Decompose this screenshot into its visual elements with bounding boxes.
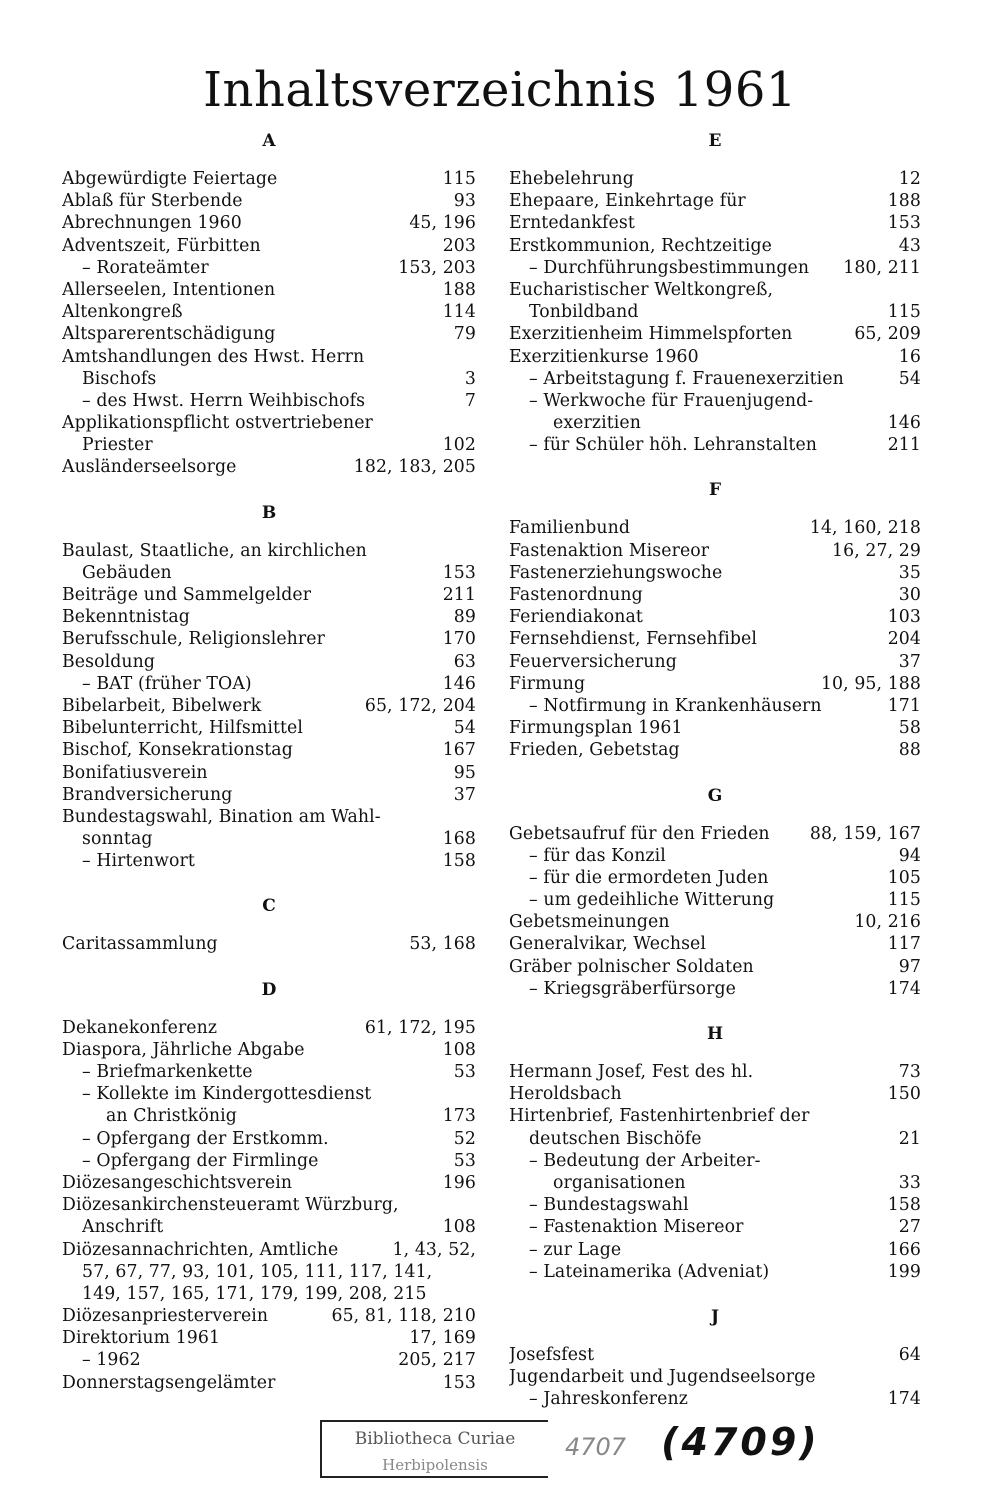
index-entry [509,190,921,212]
entry-text: Diözesannachrichten, Amtliche [62,1239,339,1260]
entry-pages: 63 [453,651,476,672]
section-letter: C [262,896,276,917]
entry-pages: 54 [898,368,921,389]
entry-pages: 103 [887,607,921,628]
entry-pages: 16, 27, 29 [832,540,921,561]
entry-pages: 97 [898,956,921,977]
index-entry [62,1128,476,1150]
entry-text: Bischofs [82,368,157,389]
index-entry [509,845,921,867]
index-entry [509,1150,921,1172]
entry-text: Bischof, Konsekrationstag [62,740,293,761]
index-entry [509,1239,921,1261]
entry-pages: 35 [898,562,921,583]
stamp-line-1: Bibliotheca Curiae [354,1429,516,1449]
entry-text: – Kriegsgräberfürsorge [529,978,736,999]
entry-pages: 211 [887,435,921,456]
entry-text: Abrechnungen 1960 [62,213,242,234]
index-entry [62,1194,476,1216]
entry-text: – Jahreskonferenz [529,1389,688,1410]
entry-pages: 108 [442,1217,476,1238]
entry-text: Hirtenbrief, Fastenhirtenbrief der [509,1106,810,1127]
entry-text: Diözesanpriesterverein [62,1306,269,1327]
entry-text: Ausländerseelsorge [62,457,237,478]
entry-text: Hermann Josef, Fest des hl. [509,1062,754,1082]
index-entry [62,1150,476,1172]
index-entry [62,257,476,279]
entry-text: 149, 157, 165, 171, 179, 199, 208, 215 [82,1283,427,1304]
index-entry [62,1172,476,1194]
index-section-f [509,479,921,761]
entry-text: Allerseelen, Intentionen [62,279,276,300]
entry-text: – Arbeitstagung f. Frauenexerzitien [529,368,844,389]
entry-list [509,823,921,1001]
entry-text: Gräber polnischer Soldaten [509,956,754,977]
entry-list [62,933,476,955]
handwritten-shelfmark [565,1420,820,1464]
index-entry [509,212,921,234]
entry-text: Anschrift [82,1217,164,1238]
entry-pages: 53 [453,1062,476,1082]
index-entry [62,1061,476,1083]
index-entry [509,606,921,628]
entry-text: Jugendarbeit und Jugendseelsorge [509,1367,816,1388]
entry-pages: 7 [464,390,476,411]
entry-text: – um gedeihliche Witterung [529,890,775,911]
entry-text: Abgewürdigte Feiertage [62,169,278,189]
entry-text: an Christkönig [106,1106,237,1127]
index-entry [509,1366,921,1388]
entry-text: Amtshandlungen des Hwst. Herrn [62,346,365,367]
entry-text: – Bedeutung der Arbeiter- [529,1150,761,1171]
entry-pages: 180, 211 [843,257,921,278]
index-entry [509,1061,921,1083]
entry-text: deutschen Bischöfe [529,1128,702,1149]
index-entry [509,673,921,695]
entry-text: – 1962 [82,1350,141,1371]
entry-text: – Briefmarkenkette [82,1062,253,1082]
entry-text: Beiträge und Sammelgelder [62,585,312,605]
entry-pages: 65, 209 [854,324,921,345]
entry-pages: 53, 168 [409,934,476,955]
index-entry [509,823,921,845]
index-entry [509,956,921,978]
index-entry [509,1216,921,1238]
entry-pages: 105 [887,867,921,888]
index-entry [62,606,476,628]
entry-text: Fastenordnung [509,585,643,605]
entry-pages: 88 [898,740,921,761]
index-entry [62,762,476,784]
index-entry [509,540,921,562]
entry-text: Bibelunterricht, Hilfsmittel [62,718,304,739]
index-entry [509,434,921,456]
entry-pages: 146 [442,673,476,694]
entry-text: Firmungsplan 1961 [509,718,683,739]
index-entry [62,323,476,345]
entry-text: – Durchführungsbestimmungen [529,257,810,278]
section-letter: G [707,785,723,806]
index-entry [509,412,921,434]
index-entry [62,1105,476,1127]
entry-pages: 188 [442,279,476,300]
entry-text: Applikationspflicht ostvertriebener [62,413,373,434]
entry-pages: 37 [453,784,476,805]
index-entry [62,584,476,606]
index-entry [509,301,921,323]
entry-text: – Kollekte im Kindergottesdienst [82,1084,372,1105]
index-entry [62,673,476,695]
entry-pages: 114 [442,302,476,323]
entry-list [62,1017,476,1394]
stamp-line-2: Herbipolensis [382,1456,488,1474]
entry-pages: 173 [442,1106,476,1127]
entry-text: exerzitien [553,413,641,434]
index-entry [509,1128,921,1150]
entry-text: Caritassammlung [62,934,218,955]
entry-text: Adventszeit, Fürbitten [62,235,261,256]
entry-list [509,168,921,456]
entry-pages: 16 [898,346,921,367]
page-title: Inhaltsverzeichnis 1961 [203,62,797,119]
index-section-d [62,979,476,1394]
entry-list [509,1344,921,1411]
index-section-g [509,785,921,1001]
entry-pages: 53 [453,1150,476,1171]
index-section-e [509,130,921,456]
entry-text: – Lateinamerika (Adveniat) [529,1261,770,1282]
entry-text: Erstkommunion, Rechtzeitige [509,235,772,256]
entry-text: – zur Lage [529,1239,622,1260]
index-entry [62,1239,476,1261]
entry-pages: 150 [887,1084,921,1105]
index-section-h [509,1023,921,1283]
entry-text: Erntedankfest [509,213,635,234]
entry-pages: 14, 160, 218 [809,518,921,539]
entry-pages: 174 [887,1389,921,1410]
index-entry [509,695,921,717]
entry-pages: 158 [887,1195,921,1216]
index-entry [509,257,921,279]
entry-pages: 3 [464,368,476,389]
entry-text: Diözesankirchensteueramt Würzburg, [62,1195,399,1216]
index-entry [62,1017,476,1039]
entry-text: – Bundestagswahl [529,1195,689,1216]
index-entry [62,1349,476,1371]
entry-pages: 146 [887,413,921,434]
index-entry [62,1283,476,1305]
entry-pages: 65, 172, 204 [364,695,476,716]
entry-pages: 108 [442,1039,476,1060]
entry-pages: 43 [898,235,921,256]
entry-pages: 174 [887,978,921,999]
entry-text: Bonifatiusverein [62,762,208,783]
entry-pages: 188 [887,191,921,212]
index-entry [62,651,476,673]
index-entry [509,911,921,933]
index-entry [62,628,476,650]
index-entry [62,850,476,872]
index-section-b [62,502,476,873]
index-entry [62,717,476,739]
section-letter: A [262,131,276,151]
index-entry [509,323,921,345]
entry-pages: 65, 81, 118, 210 [331,1306,476,1327]
entry-list [62,540,476,873]
entry-pages: 117 [887,934,921,955]
index-entry [62,739,476,761]
index-entry [62,540,476,562]
index-entry [509,390,921,412]
entry-pages: 33 [898,1172,921,1193]
entry-pages: 37 [898,651,921,672]
index-entry [62,168,476,190]
entry-pages: 12 [898,169,921,189]
entry-text: – des Hwst. Herrn Weihbischofs [82,390,366,411]
index-entry [509,346,921,368]
index-column-right [509,130,921,1433]
entry-text: Heroldsbach [509,1084,622,1105]
entry-text: Fastenerziehungswoche [509,562,723,583]
index-entry [509,235,921,257]
index-entry [62,235,476,257]
index-entry [509,978,921,1000]
entry-pages: 1, 43, 52, [392,1239,476,1260]
entry-text: Gebäuden [82,562,172,583]
index-entry [62,190,476,212]
index-entry [509,889,921,911]
index-section-c [62,895,476,955]
entry-text: Altenkongreß [62,302,183,323]
entry-text: Firmung [509,673,586,694]
entry-text: – Rorateämter [82,257,209,278]
entry-pages: 166 [887,1239,921,1260]
entry-pages: 211 [442,585,476,605]
entry-text: Frieden, Gebetstag [509,740,680,761]
index-entry [509,279,921,301]
entry-pages: 17, 169 [409,1328,476,1349]
entry-text: – Hirtenwort [82,851,195,872]
index-entry [62,1083,476,1105]
entry-text: Fastenaktion Misereor [509,540,710,561]
index-entry [509,1344,921,1366]
section-letter: H [706,1024,724,1044]
entry-pages: 54 [453,718,476,739]
index-entry [509,1172,921,1194]
handwritten-shelfmark-faint: 4707 [565,1433,627,1461]
entry-text: Tonbildband [529,302,639,323]
entry-text: Besoldung [62,651,156,672]
section-letter: E [708,131,722,151]
index-entry [509,933,921,955]
index-entry [62,412,476,434]
entry-text: – Opfergang der Firmlinge [82,1150,319,1171]
index-entry [62,1039,476,1061]
entry-text: Diözesangeschichtsverein [62,1172,293,1193]
index-entry [62,562,476,584]
entry-pages: 199 [887,1261,921,1282]
section-letter: D [261,979,277,1000]
index-entry [62,1305,476,1327]
index-entry [509,562,921,584]
entry-pages: 167 [442,740,476,761]
entry-text: Diaspora, Jährliche Abgabe [62,1039,305,1060]
entry-text: Familienbund [509,518,631,539]
entry-pages: 171 [887,695,921,716]
entry-pages: 115 [887,890,921,911]
entry-pages: 115 [887,302,921,323]
entry-text: Gebetsmeinungen [509,912,670,933]
entry-pages: 153 [887,213,921,234]
entry-text: Dekanekonferenz [62,1017,218,1038]
section-letter: J [710,1306,720,1327]
entry-text: Ablaß für Sterbende [62,191,243,212]
index-entry [62,806,476,828]
entry-text: Josefsfest [509,1344,595,1365]
index-entry [62,784,476,806]
entry-pages: 204 [887,629,921,650]
entry-text: Bekenntnistag [62,607,190,628]
index-entry [62,1372,476,1394]
entry-list [509,1061,921,1283]
entry-text: Exerzitienheim Himmelspforten [509,324,793,345]
entry-pages: 196 [442,1172,476,1193]
entry-text: – BAT (früher TOA) [82,673,252,694]
index-entry [62,390,476,412]
index-entry [509,739,921,761]
entry-pages: 58 [898,718,921,739]
entry-text: Feuerversicherung [509,651,677,672]
entry-text: Bundestagswahl, Bination am Wahl- [62,806,381,827]
index-entry [509,517,921,539]
entry-text: Exerzitienkurse 1960 [509,346,699,367]
entry-text: – für Schüler höh. Lehranstalten [529,435,818,456]
entry-pages: 45, 196 [409,213,476,234]
entry-pages: 153 [442,1372,476,1393]
index-entry [509,1388,921,1410]
entry-text: organisationen [553,1172,686,1193]
entry-pages: 168 [442,829,476,850]
entry-text: – Fastenaktion Misereor [529,1217,744,1238]
entry-text: sonntag [82,829,153,850]
index-entry [62,1261,476,1283]
entry-text: Ehebelehrung [509,169,634,189]
index-entry [62,279,476,301]
entry-text: – Opfergang der Erstkomm. [82,1128,329,1149]
entry-text: Brandversicherung [62,784,233,805]
entry-pages: 182, 183, 205 [353,457,476,478]
entry-text: Altsparerentschädigung [62,324,276,345]
index-entry [509,584,921,606]
entry-text: Fernsehdienst, Fernsehfibel [509,629,757,650]
entry-pages: 79 [453,324,476,345]
index-entry [62,456,476,478]
entry-text: Ehepaare, Einkehrtage für [509,191,746,212]
entry-pages: 205, 217 [398,1350,476,1371]
entry-list [509,517,921,761]
entry-pages: 10, 95, 188 [820,673,921,694]
index-entry [509,867,921,889]
entry-pages: 94 [898,845,921,866]
entry-pages: 52 [453,1128,476,1149]
entry-pages: 102 [442,435,476,456]
section-letter: F [708,480,722,501]
entry-pages: 61, 172, 195 [364,1017,476,1038]
index-entry [62,301,476,323]
entry-pages: 88, 159, 167 [809,823,921,844]
index-section-j [509,1306,921,1411]
entry-text: Direktorium 1961 [62,1328,221,1349]
entry-pages: 10, 216 [854,912,921,933]
index-section-a [62,130,476,479]
index-entry [62,368,476,390]
entry-text: Generalvikar, Wechsel [509,934,707,955]
entry-text: Donnerstagsengelämter [62,1372,276,1393]
entry-pages: 73 [898,1062,921,1082]
entry-pages: 21 [898,1128,921,1149]
entry-pages: 153 [442,562,476,583]
entry-text: – Notfirmung in Krankenhäusern [529,695,822,716]
entry-text: Priester [82,435,153,456]
index-entry [62,434,476,456]
entry-pages: 89 [453,607,476,628]
index-entry [509,1083,921,1105]
index-entry [62,1327,476,1349]
section-letter: B [261,502,277,523]
entry-pages: 27 [898,1217,921,1238]
entry-pages: 93 [453,191,476,212]
index-entry [509,1194,921,1216]
index-entry [62,695,476,717]
index-entry [509,717,921,739]
index-entry [509,368,921,390]
entry-text: – Werkwoche für Frauenjugend- [529,390,814,411]
entry-text: 57, 67, 77, 93, 101, 105, 111, 117, 141, [82,1261,433,1282]
entry-pages: 203 [442,235,476,256]
entry-text: Eucharistischer Weltkongreß, [509,279,774,300]
handwritten-shelfmark-main: (4709) [661,1420,820,1464]
index-entry [62,828,476,850]
entry-pages: 64 [898,1344,921,1365]
index-entry [509,168,921,190]
entry-pages: 158 [442,851,476,872]
index-entry [509,628,921,650]
index-entry [509,651,921,673]
entry-pages: 153, 203 [398,257,476,278]
index-entry [509,1105,921,1127]
entry-text: Baulast, Staatliche, an kirchlichen [62,540,367,561]
entry-text: Berufsschule, Religionslehrer [62,629,325,650]
entry-text: Gebetsaufruf für den Frieden [509,823,770,844]
entry-list [62,168,476,479]
index-entry [62,346,476,368]
entry-pages: 115 [442,169,476,189]
index-entry [62,1216,476,1238]
entry-pages: 30 [898,585,921,605]
index-entry [62,212,476,234]
library-stamp [320,1420,548,1478]
index-column-left [62,130,476,1417]
entry-text: – für die ermordeten Juden [529,867,769,888]
entry-text: – für das Konzil [529,845,666,866]
entry-text: Feriendiakonat [509,607,643,628]
entry-pages: 95 [453,762,476,783]
index-entry [509,1261,921,1283]
entry-text: Bibelarbeit, Bibelwerk [62,695,262,716]
index-entry [62,933,476,955]
entry-pages: 170 [442,629,476,650]
